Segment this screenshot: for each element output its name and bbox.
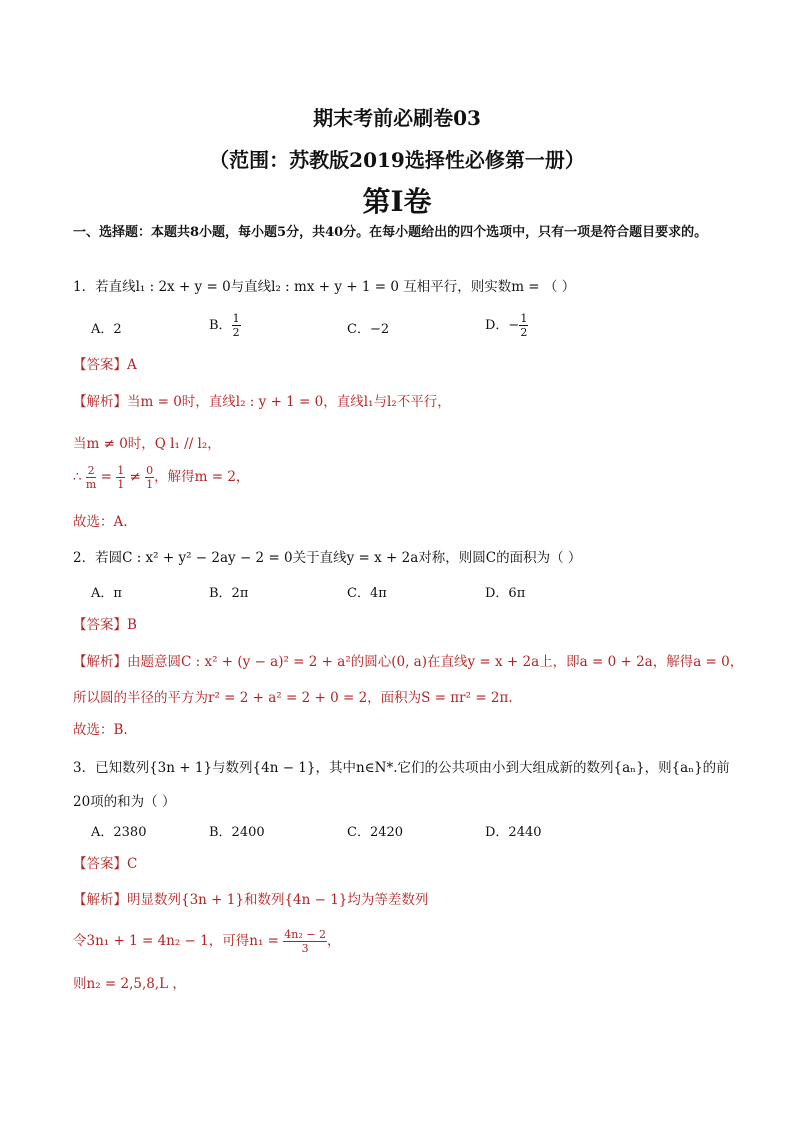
q3-option-d: D．2440 — [485, 825, 542, 840]
section-intro: 一、选择题：本题共8小题，每小题5分，共40分。在每小题给出的四个选项中，只有一项是符合题目要求的。 — [73, 225, 708, 240]
exam-title: 期末考前必刷卷03 — [313, 106, 481, 130]
q1-option-b: B． $\frac{1}{2}$ — [209, 312, 240, 339]
q2-stem: 2．若圆C : x² + y² − 2ay − 2 = 0关于直线y = x + 2a对称，则圆C的面积为（ ） — [73, 550, 582, 566]
q1-option-c: C．−2 — [347, 322, 390, 337]
q1-answer: 【答案】A — [73, 357, 137, 373]
q1-analysis-1: 【解析】当m = 0时，直线l₂ : y + 1 = 0，直线l₁与l₂不平行， — [73, 394, 451, 410]
q3-analysis-1: 【解析】明显数列{3n + 1}和数列{4n − 1}均为等差数列 — [73, 892, 429, 908]
q2-option-a: A．π — [91, 586, 122, 601]
q2-answer: 【答案】B — [73, 617, 137, 633]
q1-stem: 1．若直线l₁ : 2x + y = 0与直线l₂ : mx + y + 1 = 0 互相平行，则实数m = （ ） — [73, 279, 576, 295]
q1-option-a: A．2 — [91, 322, 122, 337]
q2-option-b: B．2π — [209, 586, 249, 601]
exam-range: （范围：苏教版2019选择性必修第一册） — [209, 148, 585, 172]
q2-option-c: C．4π — [347, 586, 387, 601]
q3-option-a: A．2380 — [91, 825, 147, 840]
q1-option-d: D．− $\frac{1}{2}$ — [485, 312, 528, 339]
q2-analysis-2: 所以圆的半径的平方为r² = 2 + a² = 2 + 0 = 2，面积为S = πr² = 2π. — [73, 690, 513, 706]
q2-analysis-1: 【解析】由题意圆C : x² + (y − a)² = 2 + a²的圆心(0, a)在直线y = x + 2a上，即a = 0 + 2a，解得a = 0， — [73, 654, 744, 670]
q3-answer: 【答案】C — [73, 856, 138, 872]
q3-analysis-2: 令3n₁ + 1 = 4n₂ − 1，可得n₁ = $\frac{\text{4n₂ − 2}}{3}$ ， — [73, 928, 341, 955]
q3-stem-line-1: 3．已知数列{3n + 1}与数列{4n − 1}，其中n∈N*.它们的公共项由小到大组成新的数列{aₙ}，则{aₙ}的前 — [73, 760, 730, 776]
q3-analysis-3: 则n₂ = 2,5,8,L ， — [73, 976, 186, 992]
q3-option-b: B．2400 — [209, 825, 265, 840]
q2-option-d: D．6π — [485, 586, 526, 601]
q1-analysis-2: 当m ≠ 0时，Q l₁ // l₂， — [73, 436, 221, 452]
q1-conclusion: 故选：A. — [73, 514, 128, 530]
volume-heading: 第Ⅰ卷 — [362, 185, 432, 218]
q3-stem-line-2: 20项的和为（ ） — [73, 794, 176, 810]
q2-conclusion: 故选：B. — [73, 722, 128, 738]
q1-analysis-3: ∴ $\frac{2}{m}$ = $\frac{1}{1}$ ≠ $\frac{0}{1}$ ，解得m = 2， — [73, 464, 250, 491]
q3-option-c: C．2420 — [347, 825, 404, 840]
